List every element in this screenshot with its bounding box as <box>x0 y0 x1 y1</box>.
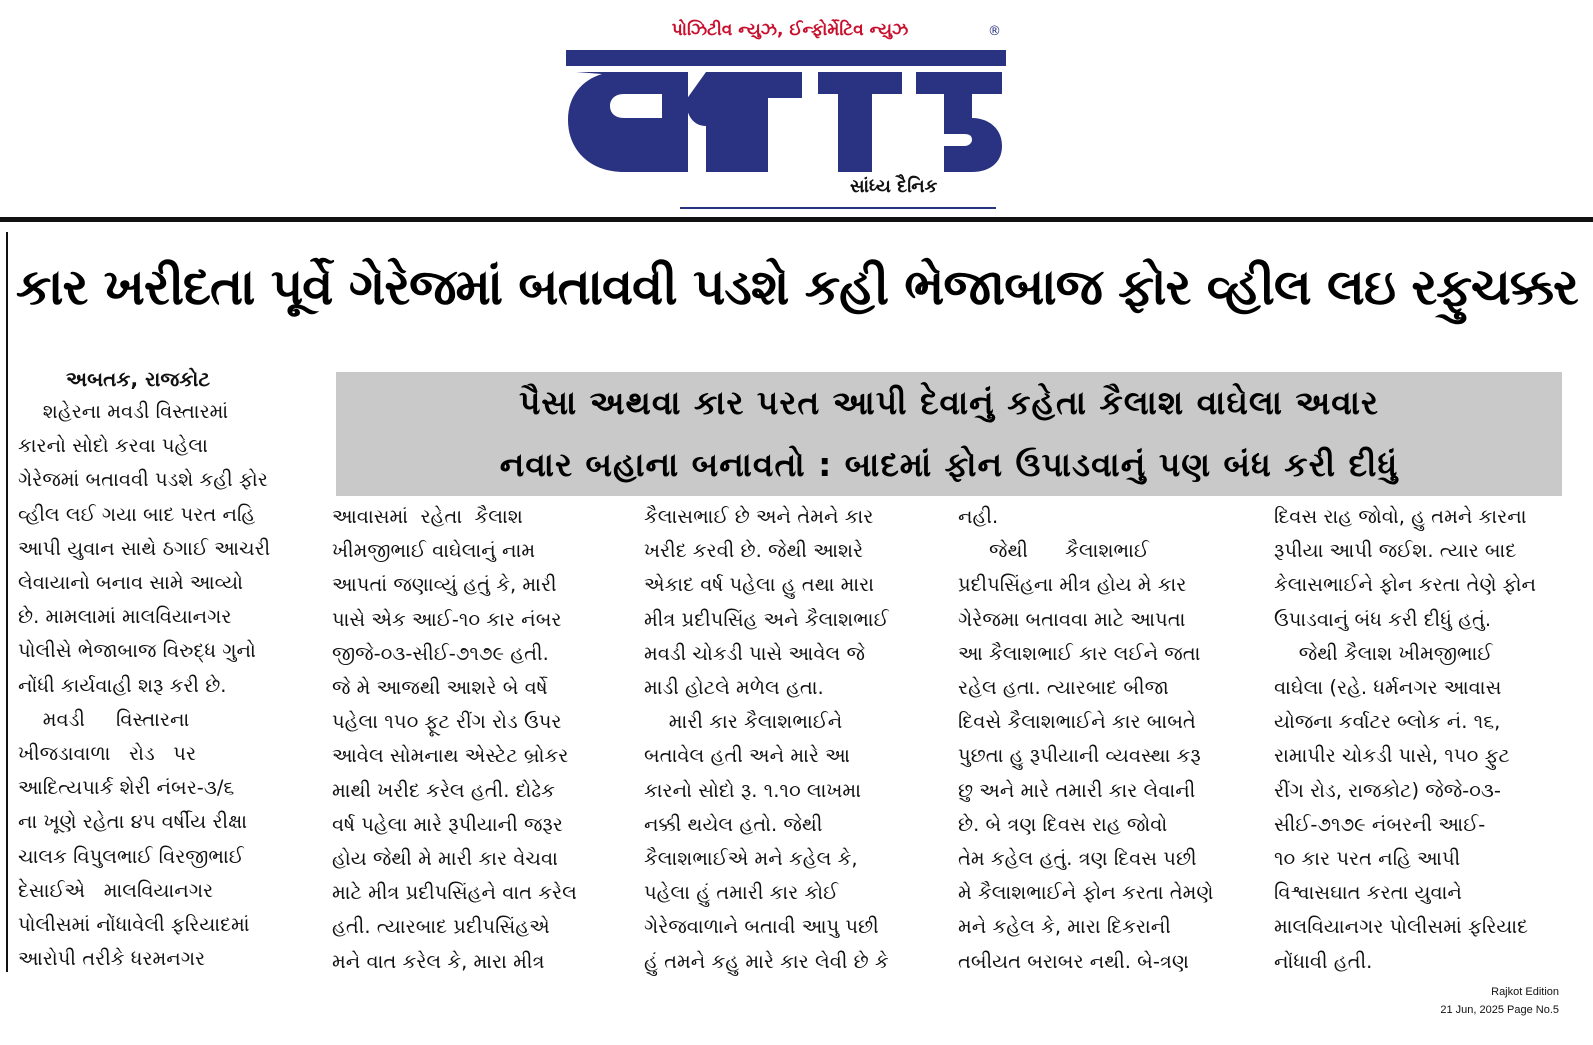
article-text-line: દેસાઈએ માલવિયાનગર <box>18 878 214 902</box>
article-text-line: મને વાત કરેલ કે, મારા મીત્ર <box>332 949 545 973</box>
article-text-line: જીજે-૦૩-સીઈ-૭૧૭૯ હતી. <box>332 641 549 665</box>
article-text-line: ખીજડાવાળા રોડ પર <box>18 742 197 766</box>
article-text-line: જેથી કૈલાશ ખીમજીભાઈ <box>1274 641 1493 665</box>
article-text-line: માટે મીત્ર પ્રદીપસિંહને વાત કરેલ <box>332 881 577 905</box>
left-border <box>6 232 8 972</box>
edition-label: Rajkot Edition <box>1491 986 1559 998</box>
article-text-line: વર્ષ પહેલા મારે રૂપીયાની જરૂર <box>332 812 563 836</box>
article-text-line: ખરીદ કરવી છે. જેથી આશરે <box>644 539 864 563</box>
article-text-line: કૈલાસભાઈ છે અને તેમને કાર <box>644 505 874 528</box>
article-text-line: છુ અને મારે તમારી કાર લેવાની <box>958 778 1196 802</box>
article-text-line: કારનો સોદો કરવા પહેલા <box>18 434 208 458</box>
article-text-line: રહેલ હતા. ત્યારબાદ બીજા <box>958 676 1169 700</box>
article-text-line: મવડી ચોકડી પાસે આવેલ જે <box>644 641 865 665</box>
article-column-2 <box>332 500 624 979</box>
article-text-line: ૧૦ કાર પરત નહિ આપી <box>1274 847 1461 871</box>
headline: કાર ખરીદતા પૂર્વે ગેરેજમાં બતાવવી પડશે કહી ભેજાબાજ ફોર વ્હીલ લઇ રફુચક્કર <box>16 258 1578 316</box>
article-column-3 <box>644 500 938 979</box>
article-text-line: કારનો સોદો રૂ. ૧.૧૦ લાખમા <box>644 778 861 802</box>
article-text-line: ગેરેજવાળાને બતાવી આપુ પછી <box>644 915 879 939</box>
article-text-line: નોંધી કાર્યવાહી શરૂ કરી છે. <box>18 673 227 697</box>
article-text-line: હું તમને કહુ મારે કાર લેવી છે કે <box>644 949 889 973</box>
article-text-line: માથી ખરીદ કરેલ હતી. દોઢેક <box>332 778 555 802</box>
article-text-line: શહેરના મવડી વિસ્તારમાં <box>18 400 229 423</box>
subheadline-line: પૈસા અથવા કાર પરત આપી દેવાનું કહેતા કૈલાશ વાઘેલા અવાર <box>519 383 1379 422</box>
article-text-line: ચાલક વિપુલભાઈ વિરજીભાઈ <box>18 844 244 868</box>
article-text-line: કેલાસભાઈને ફોન કરતા તેણે ફોન <box>1274 573 1536 597</box>
article-column-4 <box>958 500 1250 979</box>
article-text-line: રૂપીયા આપી જઈશ. ત્યાર બાદ <box>1274 539 1517 563</box>
article-text-line: આપી યુવાન સાથે ઠગાઈ આચરી <box>18 536 271 560</box>
article-text-line: મારી કાર કૈલાશભાઈને <box>644 710 843 734</box>
article-text-line: નોંધાવી હતી. <box>1274 949 1373 973</box>
edition-type: સાંધ્ય દૈનિક <box>850 176 938 197</box>
newspaper-logo <box>566 50 1006 172</box>
article-text-line: પોલીસમાં નોંધાવેલી ફરિયાદમાં <box>18 913 250 937</box>
article-text-line: તેમ કહેલ હતું. ત્રણ દિવસ પછી <box>958 847 1197 871</box>
article-text-line: માલવિયાનગર પોલીસમાં ફરિયાદ <box>1274 915 1529 939</box>
article-text-line: ગેરેજમાં બતાવવી પડશે કહી ફોર <box>18 468 268 492</box>
article-text-line: મને કહેલ કે, મારા દિકરાની <box>958 915 1171 939</box>
article-text-line: બતાવેલ હતી અને મારે આ <box>644 744 850 768</box>
article-text-line: ખીમજીભાઈ વાઘેલાનું નામ <box>332 539 536 563</box>
article-text-line: જે મે આજથી આશરે બે વર્ષે <box>332 676 548 700</box>
article-text-line: નક્કી થયેલ હતો. જેથી <box>644 812 823 836</box>
article-text-line: છે. મામલામાં માલવિયાનગર <box>18 605 232 629</box>
article-text-line: આ કૈલાશભાઈ કાર લઈને જતા <box>958 641 1201 665</box>
article-text-line: વિશ્વાસઘાત કરતા યુવાને <box>1274 881 1462 905</box>
article-text-line: કૈલાશભાઈએ મને કહેલ કે, <box>644 847 858 871</box>
article-text-line: મે કૈલાશભાઈને ફોન કરતા તેમણે <box>958 881 1214 905</box>
subheadline-line: નવાર બહાના બનાવતો : બાદમાં ફોન ઉપાડવાનું પણ બંધ કરી દીધું <box>499 445 1399 484</box>
article-text-line: મવડી વિસ્તારના <box>18 707 190 731</box>
top-rule <box>0 217 1593 222</box>
article-text-line: લેવાયાનો બનાવ સામે આવ્યો <box>18 571 244 595</box>
article-text-line: ના ખૂણે રહેતા ૪૫ વર્ષીય રીક્ષા <box>18 810 248 834</box>
article-text-line: વાઘેલા (રહે. ધર્મનગર આવાસ <box>1274 676 1502 700</box>
article-text-line: ગેરેજમા બતાવવા માટે આપતા <box>958 607 1186 631</box>
article-text-line: નહી. <box>958 505 999 528</box>
subheadline-box <box>336 372 1562 496</box>
article-text-line: હોય જેથી મે મારી કાર વેચવા <box>332 847 558 871</box>
article-text-line: પહેલા ૧૫૦ ફૂટ રીંગ રોડ ઉપર <box>332 710 562 734</box>
article-text-line: હતી. ત્યારબાદ પ્રદીપસિંહએ <box>332 915 550 939</box>
article-column-1 <box>18 395 308 976</box>
article-text-line: માડી હોટલે મળેલ હતા. <box>644 676 824 700</box>
article-text-line: મીત્ર પ્રદીપસિંહ અને કૈલાશભાઈ <box>644 607 889 631</box>
article-text-line: સીઈ-૭૧૭૯ નંબરની આઈ- <box>1274 812 1486 836</box>
tagline: પોઝિટીવ ન્યુઝ, ઈન્ફોર્મેટિવ ન્યુઝ <box>671 20 909 40</box>
registered-mark: ® <box>988 24 1001 39</box>
article-column-5 <box>1274 500 1564 979</box>
article-text-line: પાસે એક આઈ-૧૦ કાર નંબર <box>332 607 562 631</box>
article-text-line: ઉપાડવાનું બંધ કરી દીધું હતું. <box>1274 607 1492 631</box>
article-text-line: વ્હીલ લઈ ગયા બાદ પરત નહિ <box>18 502 256 526</box>
article-text-line: દિવસે કૈલાશભાઈને કાર બાબતે <box>958 710 1196 734</box>
article-text-line: પ્રદીપસિંહના મીત્ર હોય મે કાર <box>958 573 1187 597</box>
date-page-label: 21 Jun, 2025 Page No.5 <box>1440 1004 1559 1016</box>
article-text-line: આદિત્યપાર્ક શેરી નંબર-૩/૬ <box>18 776 235 800</box>
article-text-line: આવેલ સોમનાથ એસ્ટેટ બ્રોકર <box>332 744 569 768</box>
article-text-line: એકાદ વર્ષ પહેલા હુ તથા મારા <box>644 573 875 597</box>
article-text-line: યોજના કર્વાટર બ્લોક નં. ૧૬, <box>1274 710 1501 734</box>
article-text-line: આપતાં જણાવ્યું હતું કે, મારી <box>332 573 557 597</box>
article-text-line: તબીયત બરાબર નથી. બે-ત્રણ <box>958 949 1189 973</box>
article-text-line: રામાપીર ચોકડી પાસે, ૧૫૦ ફુટ <box>1274 744 1510 768</box>
article-text-line: આવાસમાં રહેતા કૈલાશ <box>332 505 523 528</box>
article-text-line: આરોપી તરીકે ધરમનગર <box>18 947 206 971</box>
article-text-line: પોલીસે ભેજાબાજ વિરુદ્ધ ગુનો <box>18 639 256 663</box>
logo-underline <box>680 207 996 209</box>
article-text-line: દિવસ રાહ જોવો, હુ તમને કારના <box>1274 505 1527 528</box>
article-text-line: છે. બે ત્રણ દિવસ રાહ જોવો <box>958 812 1168 836</box>
masthead <box>560 12 1040 212</box>
article-text-line: પુછતા હુ રૂપીયાની વ્યવસ્થા કરૂ <box>958 744 1201 768</box>
byline: અબતક, રાજકોટ <box>66 367 211 391</box>
article-text-line: રીંગ રોડ, રાજકોટ) જેજે-૦૩- <box>1274 778 1501 802</box>
article-text-line: પહેલા હું તમારી કાર કોઈ <box>644 881 839 905</box>
article-text-line: જેથી કૈલાશભાઈ <box>958 539 1149 563</box>
